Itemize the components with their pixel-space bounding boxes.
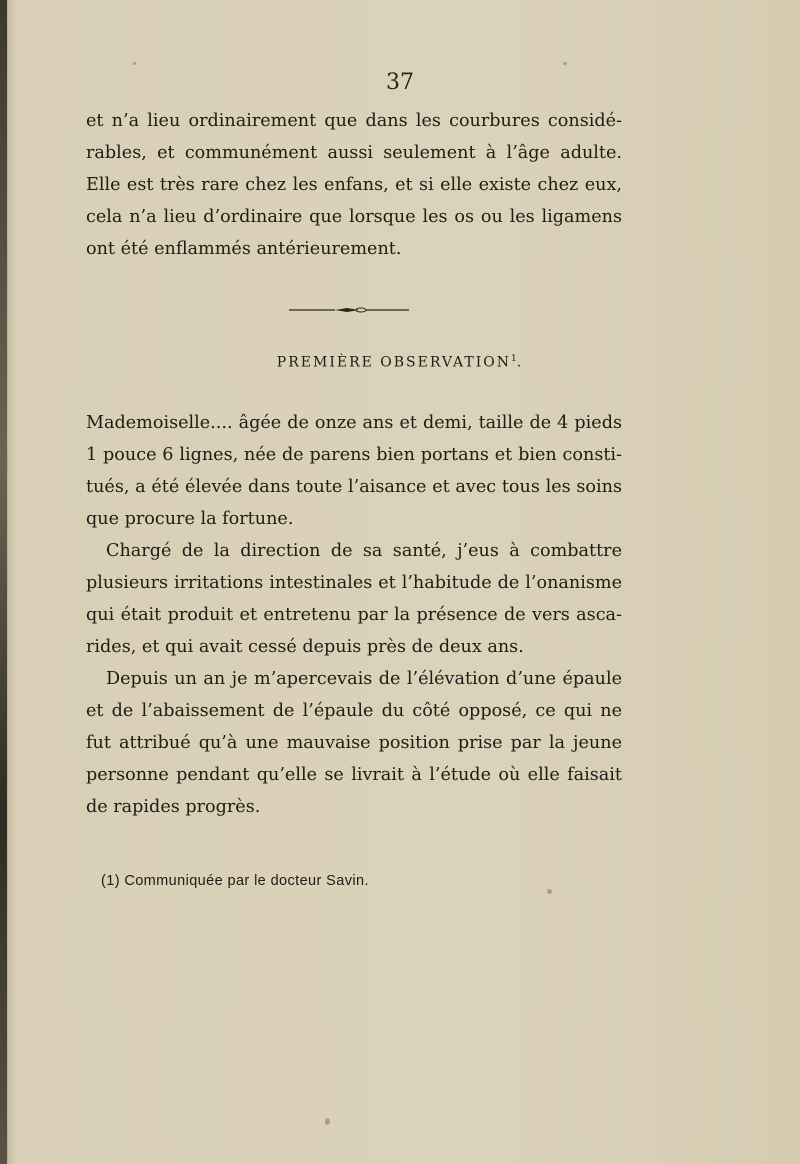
text-line: tués, a été élevée dans toute l’aisance et avec tous les soins: [86, 477, 622, 497]
text-line: rides, et qui avait cessé depuis près de deux ans.: [86, 637, 524, 657]
text-line: Elle est très rare chez les enfans, et si elle existe chez eux,: [86, 175, 622, 195]
footnote-marker: 1: [511, 354, 517, 364]
book-spine-shadow: [0, 0, 7, 1164]
footnote: (1) Communiquée par le docteur Savin.: [101, 873, 369, 889]
text-line: plusieurs irritations intestinales et l’habitude de l’onanisme: [86, 573, 622, 593]
text-line: et n’a lieu ordinairement que dans les courbures considé-: [86, 111, 622, 131]
section-heading: [0, 354, 800, 371]
text-line: qui était produit et entretenu par la présence de vers asca-: [86, 605, 622, 625]
observation-body: [86, 407, 622, 823]
text-line: cela n’a lieu d’ordinaire que lorsque les os ou les ligamens: [86, 207, 622, 227]
page-number: 37: [386, 70, 414, 95]
paper-speck: [563, 62, 567, 65]
paper-speck: [133, 62, 136, 65]
text-line: de rapides progrès.: [86, 797, 261, 817]
paper-speck: [547, 889, 552, 894]
text-line: 1 pouce 6 lignes, née de parens bien portans et bien consti-: [86, 445, 622, 465]
text-line: Mademoiselle.... âgée de onze ans et demi, taille de 4 pieds: [86, 413, 622, 433]
text-line: rables, et communément aussi seulement à l’âge adulte.: [86, 143, 622, 163]
text-line: Depuis un an je m’apercevais de l’élévation d’une épaule: [106, 669, 622, 689]
text-line: Chargé de la direction de sa santé, j’eus à combattre: [106, 541, 622, 561]
text-line: personne pendant qu’elle se livrait à l’étude où elle faisait: [86, 765, 622, 785]
text-line: que procure la fortune.: [86, 509, 294, 529]
text-line: fut attribué qu’à une mauvaise position prise par la jeune: [86, 733, 622, 753]
paper-speck: [325, 1118, 330, 1125]
ornamental-divider: [289, 306, 409, 314]
text-line: et de l’abaissement de l’épaule du côté opposé, ce qui ne: [86, 701, 622, 721]
section-heading-text: PREMIÈRE OBSERVATION: [276, 354, 511, 371]
heading-trailing: .: [516, 354, 524, 371]
continued-paragraph: [86, 105, 622, 265]
text-line: ont été enflammés antérieurement.: [86, 239, 402, 259]
